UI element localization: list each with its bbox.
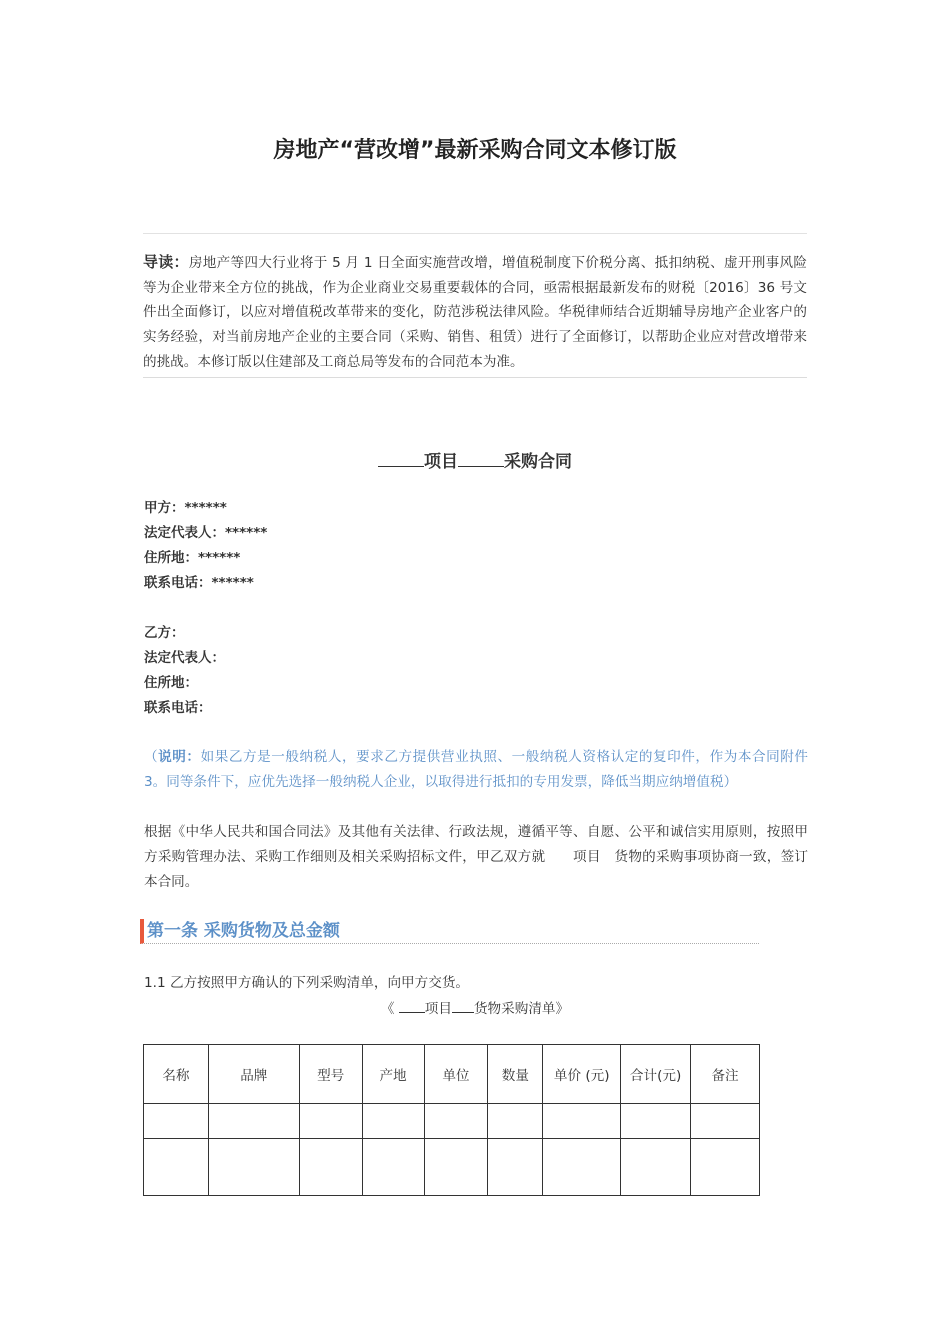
party-a-rep-row — [144, 521, 267, 546]
table-cell — [621, 1139, 691, 1196]
blank-line — [399, 998, 425, 1013]
table-header-row — [144, 1045, 760, 1104]
blank-line — [378, 450, 424, 467]
column-header: 名称 — [144, 1045, 209, 1104]
note-open-paren: （ — [144, 749, 159, 765]
intro-lead: 导读： — [143, 253, 189, 271]
table-cell — [362, 1139, 424, 1196]
table-cell — [362, 1104, 424, 1139]
column-header: 品牌 — [208, 1045, 299, 1104]
field-label: 住所地： — [144, 550, 198, 566]
party-b-phone-row — [144, 696, 225, 721]
blank-line — [452, 998, 474, 1013]
document-title: 房地产“营改增”最新采购合同文本修订版 — [273, 138, 677, 163]
party-b-address-row — [144, 671, 225, 696]
table-row — [144, 1139, 760, 1196]
party-b-name-row — [144, 621, 225, 646]
column-header: 备注 — [691, 1045, 760, 1104]
party-b-block — [144, 621, 225, 721]
table-cell — [488, 1104, 543, 1139]
table-cell — [299, 1104, 362, 1139]
caption-project: 项目 — [424, 1001, 452, 1017]
field-label: 甲方： — [144, 500, 185, 516]
table-cell — [424, 1104, 488, 1139]
party-a-name-row — [144, 496, 267, 521]
table-cell — [299, 1139, 362, 1196]
section-heading-text: 第一条 采购货物及总金额 — [147, 921, 340, 941]
table-cell — [621, 1104, 691, 1139]
table-cell — [543, 1139, 621, 1196]
table-cell — [488, 1139, 543, 1196]
table-cell — [208, 1139, 299, 1196]
table-cell — [691, 1104, 760, 1139]
field-value: ****** — [184, 500, 227, 516]
table-caption — [0, 997, 950, 1017]
table-cell — [144, 1104, 209, 1139]
party-a-phone-row — [144, 571, 267, 596]
field-value: ****** — [211, 575, 254, 591]
note-label: 说明： — [158, 749, 201, 765]
field-label: 法定代表人： — [144, 650, 225, 666]
field-label: 联系电话： — [144, 575, 212, 591]
caption-open: 《 — [380, 1001, 395, 1017]
field-value: ****** — [225, 525, 268, 541]
field-label: 乙方： — [144, 625, 185, 641]
table-cell — [208, 1104, 299, 1139]
note-text: 如果乙方是一般纳税人，要求乙方提供营业执照、一般纳税人资格认定的复印件，作为本合同附件 3。同等条件下，应优先选择一般纳税人企业，以取得进行抵扣的专用发票，降低当期应纳增值税） — [144, 749, 809, 790]
table-cell — [144, 1139, 209, 1196]
intro-paragraph — [143, 233, 807, 378]
goods-table — [143, 1044, 760, 1196]
table-cell — [424, 1139, 488, 1196]
blank-line — [458, 450, 504, 467]
column-header: 产地 — [362, 1045, 424, 1104]
table-cell — [691, 1139, 760, 1196]
field-label: 住所地： — [144, 675, 198, 691]
field-value: ****** — [198, 550, 241, 566]
clause-1-1: 1.1 乙方按照甲方确认的下列采购清单，向甲方交货。 — [144, 975, 470, 991]
contract-title — [0, 447, 950, 472]
party-b-rep-row — [144, 646, 225, 671]
caption-list: 货物采购清单》 — [473, 1001, 570, 1017]
basis-paragraph: 根据《中华人民共和国合同法》及其他有关法律、行政法规，遵循平等、自愿、公平和诚信实用原则，按照甲方采购管理办法、采购工作细则及相关采购招标文件，甲乙双方就 项目 货物的采购事项协商一致，签订本合同。 — [144, 824, 808, 890]
field-label: 联系电话： — [144, 700, 212, 716]
party-a-address-row — [144, 546, 267, 571]
column-header: 数量 — [488, 1045, 543, 1104]
contract-title-part1: 项目 — [424, 452, 458, 472]
section-heading-1 — [140, 919, 759, 944]
column-header: 型号 — [299, 1045, 362, 1104]
field-label: 法定代表人： — [144, 525, 225, 541]
column-header: 合计(元) — [621, 1045, 691, 1104]
table-cell — [543, 1104, 621, 1139]
intro-text: 房地产等四大行业将于 5 月 1 日全面实施营改增，增值税制度下价税分离、抵扣纳税、虚开刑事风险等为企业带来全方位的挑战，作为企业商业交易重要载体的合同，亟需根据最新发布的财税〔2016〕36 号文件出全面修订，以应对增值税改革带来的变化，防范涉税法律风险。华税律师结合近期辅导房地产企业客户的实务经验，对当前房地产企业的主要合同（采购、销售、租赁）进行了全面修订，以帮助企业应对营改增带来的挑战。本修订版以住建部及工商总局等发布的合同范本为准。 — [143, 255, 807, 370]
explanatory-note — [144, 745, 808, 795]
contract-title-part2: 采购合同 — [504, 452, 572, 472]
table-row — [144, 1104, 760, 1139]
party-a-block — [144, 496, 267, 596]
column-header: 单位 — [424, 1045, 488, 1104]
column-header: 单价 (元) — [543, 1045, 621, 1104]
